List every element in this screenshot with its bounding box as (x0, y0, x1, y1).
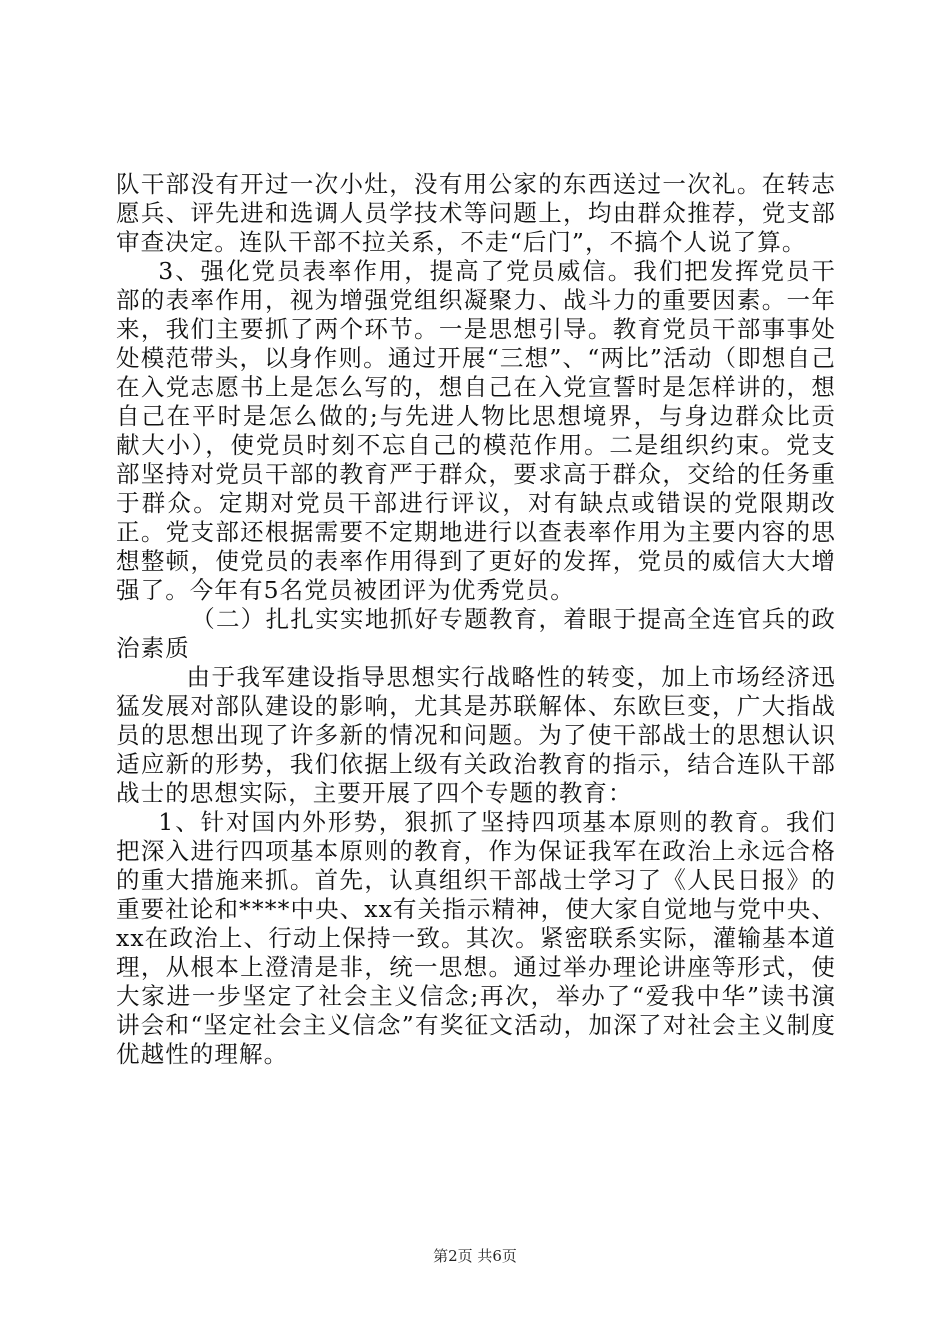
document-body (116, 170, 836, 1069)
section-heading-special-education: （二）扎扎实实地抓好专题教育，着眼于提高全连官兵的政治素质 (116, 605, 836, 662)
paragraph-party-member-role: 3、强化党员表率作用，提高了党员威信。我们把发挥党员干部的表率作用，视为增强党组织凝聚力、战斗力的重要因素。一年来，我们主要抓了两个环节。一是思想引导。教育党员干部事事处处模范带头，以身作则。通过开展“三想”、“两比”活动（即想自己在入党志愿书上是怎么写的，想自己在入党宣誓时是怎样讲的，想自己在平时是怎么做的;与先进人物比思想境界，与身边群众比贡献大小），使党员时刻不忘自己的模范作用。二是组织约束。党支部坚持对党员干部的教育严于群众，要求高于群众，交给的任务重于群众。定期对党员干部进行评议，对有缺点或错误的党限期改正。党支部还根据需要不定期地进行以查表率作用为主要内容的思想整顿，使党员的表率作用得到了更好的发挥，党员的威信大大增强了。今年有5名党员被团评为优秀党员。 (116, 257, 836, 604)
paragraph-four-principles: 1、针对国内外形势，狠抓了坚持四项基本原则的教育。我们把深入进行四项基本原则的教育，作为保证我军在政治上永远合格的重大措施来抓。首先，认真组织干部战士学习了《人民日报》的重要社论和****中央、xx有关指示精神，使大家自觉地与党中央、xx在政治上、行动上保持一致。其次。紧密联系实际，灌输基本道理，从根本上澄清是非，统一思想。通过举办理论讲座等形式，使大家进一步坚定了社会主义信念;再次，举办了“爱我中华”读书演讲会和“坚定社会主义信念”有奖征文活动，加深了对社会主义制度优越性的理解。 (116, 808, 836, 1068)
paragraph-continuation: 队干部没有开过一次小灶，没有用公家的东西送过一次礼。在转志愿兵、评先进和选调人员学技术等问题上，均由群众推荐，党支部审查决定。连队干部不拉关系，不走“后门”，不搞个人说了算。 (116, 170, 836, 256)
page-number-footer: 第2页 共6页 (433, 1247, 517, 1265)
paragraph-education-background: 由于我军建设指导思想实行战略性的转变，加上市场经济迅猛发展对部队建设的影响，尤其是苏联解体、东欧巨变，广大指战员的思想出现了许多新的情况和问题。为了使干部战士的思想认识适应新的形势，我们依据上级有关政治教育的指示，结合连队干部战士的思想实际，主要开展了四个专题的教育： (116, 663, 836, 807)
